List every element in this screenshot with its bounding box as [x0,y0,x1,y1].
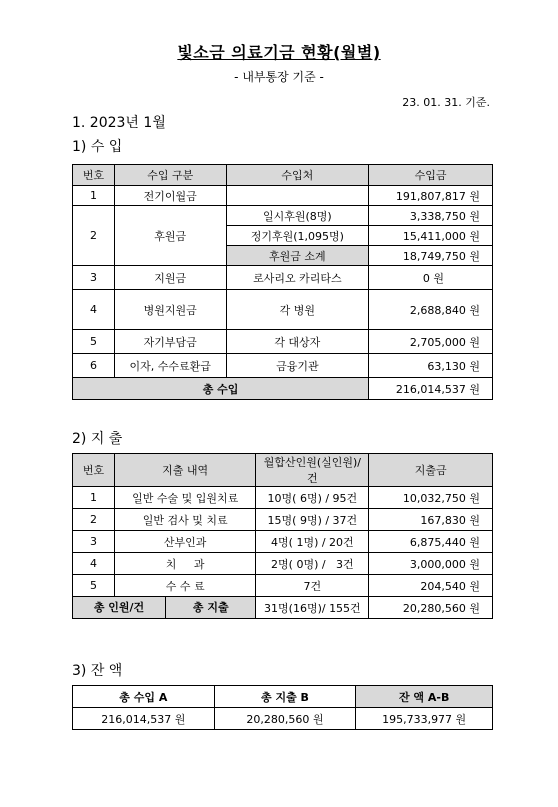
row-source: 로사리오 카리타스 [226,266,369,290]
row-amount: 15,411,000 원 [369,226,493,246]
row-amount: 63,130 원 [369,354,493,378]
expense-total-label: 총 지출 [166,597,255,618]
table-row [73,575,493,597]
expense-total-count: 31명(16명)/ 155건 [256,597,369,619]
balance-table [72,685,493,730]
subtotal-amount: 18,749,750 원 [369,246,493,266]
header-balance: 잔 액 A-B [356,686,493,708]
income-total-row [73,378,493,400]
row-count: 2명( 0명) / 3건 [256,553,369,575]
row-item: 일반 검사 및 치료 [114,509,256,531]
balance-value-row [73,708,493,730]
table-row [73,186,493,206]
income-header-row [73,165,493,186]
row-no: 5 [73,575,115,597]
header-total-income: 총 수입 A [73,686,215,708]
row-category: 지원금 [114,266,226,290]
header-count: 월합산인원(실인원)/건 [256,454,369,487]
table-row [73,553,493,575]
value-balance: 195,733,977 원 [356,708,493,730]
header-category: 수입 구분 [114,165,226,186]
value-total-expense: 20,280,560 원 [214,708,356,730]
income-section-title: 1) 수 입 [72,139,123,155]
row-source [226,186,369,206]
row-count: 7건 [256,575,369,597]
page-title: 빛소금 의료기금 현황(월별) [177,43,381,62]
row-count: 10명( 6명) / 95건 [256,487,369,509]
row-no: 3 [73,266,115,290]
row-no: 6 [73,354,115,378]
row-no: 4 [73,290,115,330]
table-row [73,354,493,378]
row-category: 병원지원금 [114,290,226,330]
base-date: 23. 01. 31. 기준. [402,96,490,109]
table-row [73,206,493,226]
row-item: 치 과 [114,553,256,575]
header-item: 지출 내역 [114,454,256,487]
row-no: 3 [73,531,115,553]
expense-header-row [73,454,493,487]
balance-section-title: 3) 잔 액 [72,663,123,679]
period-heading: 1. 2023년 1월 [72,115,166,131]
expense-section-title: 2) 지 출 [72,431,123,447]
row-category: 자기부담금 [114,330,226,354]
row-no: 5 [73,330,115,354]
header-amount: 수입금 [369,165,493,186]
total-people-label: 총 인원/건 [73,597,166,618]
row-amount: 3,000,000 원 [369,553,493,575]
expense-total-amount: 20,280,560 원 [369,597,493,619]
row-item: 산부인과 [114,531,256,553]
row-category: 후원금 [114,206,226,266]
table-row [73,487,493,509]
row-no: 4 [73,553,115,575]
row-amount: 2,705,000 원 [369,330,493,354]
row-count: 4명( 1명) / 20건 [256,531,369,553]
row-item: 일반 수술 및 입원치료 [114,487,256,509]
table-row [73,509,493,531]
row-amount: 6,875,440 원 [369,531,493,553]
row-amount: 204,540 원 [369,575,493,597]
row-no: 2 [73,206,115,266]
expense-table [72,453,493,619]
subtotal-label: 후원금 소계 [226,246,369,266]
row-no: 1 [73,487,115,509]
row-amount: 191,807,817 원 [369,186,493,206]
page-subtitle: - 내부통장 기준 - [234,70,324,84]
row-source: 정기후원(1,095명) [226,226,369,246]
header-no: 번호 [73,454,115,487]
expense-total-labels [73,597,256,619]
row-source: 각 병원 [226,290,369,330]
row-amount: 10,032,750 원 [369,487,493,509]
header-source: 수입처 [226,165,369,186]
row-amount: 167,830 원 [369,509,493,531]
row-no: 1 [73,186,115,206]
row-source: 일시후원(8명) [226,206,369,226]
expense-total-row [73,597,493,619]
table-row [73,290,493,330]
income-total-amount: 216,014,537 원 [369,378,493,400]
header-amount: 지출금 [369,454,493,487]
row-source: 각 대상자 [226,330,369,354]
table-row [73,330,493,354]
header-total-expense: 총 지출 B [214,686,356,708]
row-item: 수 수 료 [114,575,256,597]
table-row [73,266,493,290]
header-no: 번호 [73,165,115,186]
row-amount: 3,338,750 원 [369,206,493,226]
row-no: 2 [73,509,115,531]
row-source: 금융기관 [226,354,369,378]
row-category: 전기이월금 [114,186,226,206]
income-table [72,164,493,400]
row-amount: 0 원 [369,266,493,290]
income-total-label: 총 수입 [73,378,369,400]
value-total-income: 216,014,537 원 [73,708,215,730]
balance-header-row [73,686,493,708]
table-row [73,531,493,553]
row-amount: 2,688,840 원 [369,290,493,330]
row-count: 15명( 9명) / 37건 [256,509,369,531]
row-category: 이자, 수수료환급 [114,354,226,378]
